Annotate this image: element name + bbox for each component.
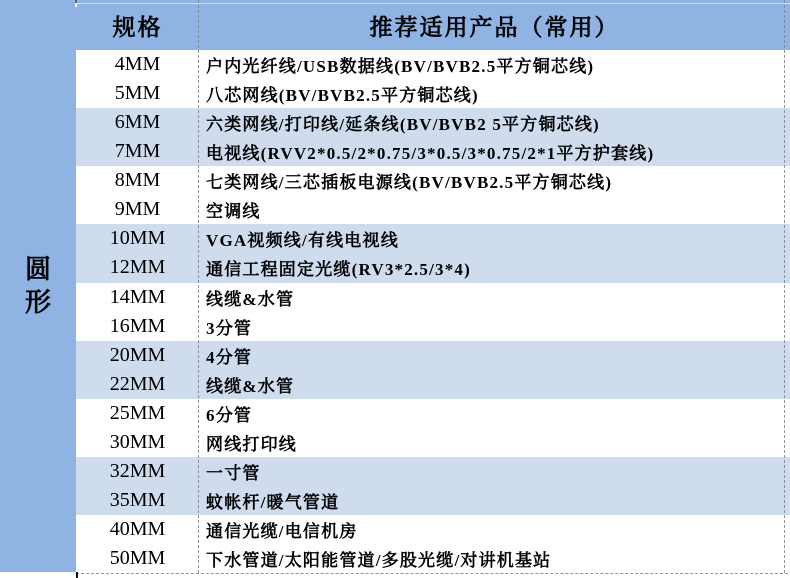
spec-cell: 5MM [114,82,161,105]
product-cell: 下水管道/太阳能管道/多股光缆/对讲机基站 [206,551,552,571]
table-row [76,428,790,457]
product-cell: 七类网线/三芯插板电源线(BV/BVB2.5平方铜芯线) [206,173,613,193]
table-header-row [76,0,790,50]
product-cell: 3分管 [206,318,253,338]
table-row [76,486,790,515]
table-row [76,108,790,137]
spec-cell: 22MM [109,372,166,395]
bottom-border-tick [76,572,78,578]
product-cell: 一寸管 [206,463,261,483]
spec-cell: 6MM [114,111,161,134]
spec-cell: 14MM [109,285,166,308]
table-row [76,341,790,370]
spec-column-header: 规格 [112,13,163,40]
product-cell: 线缆&水管 [206,289,295,309]
spec-cell: 8MM [114,169,161,192]
table-row [76,224,790,253]
spec-cell: 16MM [109,314,166,337]
product-cell: 六类网线/打印线/延条线(BV/BVB2 5平方铜芯线) [206,115,600,135]
product-cell: 八芯网线(BV/BVB2.5平方铜芯线) [206,86,479,106]
row-group-label-char: 圆 [24,254,51,285]
table-body [76,50,790,573]
table-row [76,312,790,341]
spec-cell: 7MM [114,140,161,163]
spec-cell: 35MM [109,488,166,511]
spec-cell: 50MM [109,547,166,570]
product-column-header: 推荐适用产品（常用） [369,13,620,40]
row-group-band [0,0,76,572]
spec-cell: 9MM [114,198,161,221]
spec-cell: 32MM [109,459,166,482]
product-cell: 网线打印线 [206,434,297,454]
table-row [76,370,790,399]
spec-cell: 20MM [109,343,166,366]
product-cell: 电视线(RVV2*0.5/2*0.75/3*0.5/3*0.75/2*1平方护套线) [206,144,655,164]
table-row [76,399,790,428]
header-top-gridline [76,3,790,4]
bottom-border-dashed-line [76,573,788,574]
table-row [76,253,790,282]
spec-cell: 12MM [109,256,166,279]
spec-cell: 40MM [109,518,166,541]
spec-cell: 25MM [109,401,166,424]
product-cell: 线缆&水管 [206,376,295,396]
table-row [76,137,790,166]
table-row [76,166,790,195]
table-row [76,457,790,486]
product-cell: 蚊帐杆/暖气管道 [206,492,340,512]
top-border-tick [75,0,77,3]
table-row [76,283,790,312]
product-cell: VGA视频线/有线电视线 [206,231,399,251]
spec-cell: 30MM [109,430,166,453]
table-row [76,515,790,544]
product-cell: 空调线 [206,202,261,222]
product-cell: 户内光纤线/USB数据线(BV/BVB2.5平方铜芯线) [206,57,595,77]
spec-cell: 4MM [114,53,161,76]
product-cell: 通信工程固定光缆(RV3*2.5/3*4) [206,260,471,280]
right-border-dashed-line [784,0,785,573]
table-row [76,195,790,224]
table-row [76,50,790,79]
product-cell: 通信光缆/电信机房 [206,522,358,542]
row-group-label-char: 形 [24,287,51,317]
column-divider-dashed-line [198,0,199,573]
table-row [76,79,790,108]
spec-cell: 10MM [109,227,166,250]
table-row [76,544,790,573]
product-cell: 6分管 [206,405,253,425]
product-cell: 4分管 [206,347,253,367]
